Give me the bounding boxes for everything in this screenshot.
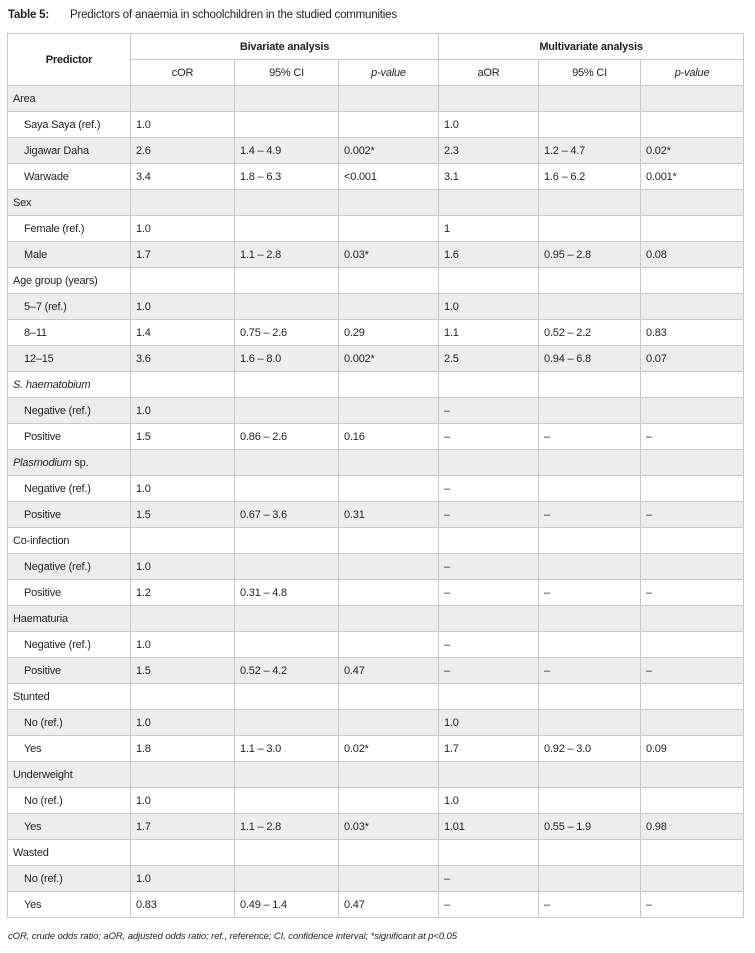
table-row xyxy=(8,346,744,372)
table-row xyxy=(8,788,744,814)
predictor-label: Positive xyxy=(8,502,131,528)
table-row xyxy=(8,242,744,268)
table-cell xyxy=(235,86,339,112)
group-label: Haematuria xyxy=(8,606,131,632)
group-label: Wasted xyxy=(8,840,131,866)
table-cell: 0.49 – 1.4 xyxy=(235,892,339,918)
table-cell xyxy=(539,86,641,112)
table-cell xyxy=(339,372,439,398)
pvalue-label: p-value xyxy=(674,66,710,79)
table-cell xyxy=(641,840,744,866)
table-cell: – xyxy=(539,424,641,450)
table-cell xyxy=(539,450,641,476)
predictor-label: 8–11 xyxy=(8,320,131,346)
predictor-header: Predictor xyxy=(8,34,131,86)
table-cell xyxy=(131,840,235,866)
table-cell xyxy=(641,398,744,424)
table-cell: 1.0 xyxy=(131,866,235,892)
table-cell: 3.1 xyxy=(439,164,539,190)
table-cell: – xyxy=(539,502,641,528)
table-cell xyxy=(641,268,744,294)
table-cell xyxy=(539,606,641,632)
table-cell xyxy=(641,372,744,398)
group-label: Age group (years) xyxy=(8,268,131,294)
table-cell: – xyxy=(439,892,539,918)
table-cell: 1.0 xyxy=(131,632,235,658)
table-cell xyxy=(235,762,339,788)
group-row xyxy=(8,762,744,788)
table-cell: 1.0 xyxy=(131,398,235,424)
table-cell: – xyxy=(641,580,744,606)
table-cell xyxy=(339,216,439,242)
table-cell xyxy=(339,840,439,866)
table-cell xyxy=(235,450,339,476)
table-cell xyxy=(539,632,641,658)
table-cell: 1.8 – 6.3 xyxy=(235,164,339,190)
table-row xyxy=(8,112,744,138)
group-label: Underweight xyxy=(8,762,131,788)
table-cell xyxy=(439,762,539,788)
table-cell: 0.29 xyxy=(339,320,439,346)
predictor-italic-text: S. haematobium xyxy=(13,378,91,391)
multivariate-header: Multivariate analysis xyxy=(439,34,744,60)
table-row xyxy=(8,216,744,242)
table-cell: 0.86 – 2.6 xyxy=(235,424,339,450)
table-cell: 0.002* xyxy=(339,138,439,164)
table-cell xyxy=(439,86,539,112)
table-cell: 1.7 xyxy=(439,736,539,762)
table-cell: 1.6 – 6.2 xyxy=(539,164,641,190)
table-cell: 0.02* xyxy=(339,736,439,762)
col-header-ci-multivariate: 95% CI xyxy=(539,60,641,86)
pvalue-label: p-value xyxy=(371,66,406,79)
table-cell: 0.94 – 6.8 xyxy=(539,346,641,372)
table-cell: – xyxy=(439,476,539,502)
table-cell: 1.0 xyxy=(131,710,235,736)
table-cell xyxy=(439,606,539,632)
table-cell xyxy=(235,216,339,242)
table-cell: – xyxy=(439,580,539,606)
table-cell xyxy=(235,684,339,710)
table-cell: – xyxy=(439,398,539,424)
table-cell xyxy=(339,398,439,424)
table-row xyxy=(8,554,744,580)
table-cell: 0.52 – 2.2 xyxy=(539,320,641,346)
predictor-label: Female (ref.) xyxy=(8,216,131,242)
table-cell xyxy=(339,450,439,476)
table-cell: – xyxy=(641,658,744,684)
table-cell xyxy=(539,294,641,320)
table-cell xyxy=(641,112,744,138)
table-cell: 1.1 – 2.8 xyxy=(235,242,339,268)
table-cell xyxy=(539,398,641,424)
table-body xyxy=(8,86,744,918)
table-cell xyxy=(641,190,744,216)
group-row xyxy=(8,190,744,216)
table-row xyxy=(8,476,744,502)
table-cell xyxy=(439,450,539,476)
table-cell xyxy=(235,190,339,216)
group-label: Sex xyxy=(8,190,131,216)
table-cell xyxy=(339,554,439,580)
table-cell xyxy=(339,788,439,814)
table-cell: 2.3 xyxy=(439,138,539,164)
table-cell xyxy=(339,476,439,502)
table-cell: 1.0 xyxy=(131,112,235,138)
bivariate-header: Bivariate analysis xyxy=(131,34,439,60)
table-cell xyxy=(641,450,744,476)
table-cell: – xyxy=(439,632,539,658)
group-label: Co-infection xyxy=(8,528,131,554)
table-cell xyxy=(641,710,744,736)
table-cell: 0.31 – 4.8 xyxy=(235,580,339,606)
table-row xyxy=(8,866,744,892)
group-label: Area xyxy=(8,86,131,112)
table-cell: 1.5 xyxy=(131,424,235,450)
table-cell xyxy=(539,216,641,242)
table-cell: 0.95 – 2.8 xyxy=(539,242,641,268)
table-cell xyxy=(439,372,539,398)
table-cell: – xyxy=(641,424,744,450)
table-cell xyxy=(539,554,641,580)
table-cell: 1.0 xyxy=(439,788,539,814)
table-header xyxy=(8,34,744,86)
table-cell: 0.92 – 3.0 xyxy=(539,736,641,762)
table-cell: 0.03* xyxy=(339,814,439,840)
table-row xyxy=(8,138,744,164)
table-cell xyxy=(641,762,744,788)
table-cell xyxy=(539,476,641,502)
table-cell xyxy=(131,86,235,112)
table-cell: 1.5 xyxy=(131,658,235,684)
predictors-table xyxy=(7,33,744,918)
table-cell: 0.67 – 3.6 xyxy=(235,502,339,528)
col-header-aor: aOR xyxy=(439,60,539,86)
table-cell xyxy=(539,190,641,216)
col-header-pvalue-multivariate xyxy=(641,60,744,86)
col-header-pvalue-bivariate xyxy=(339,60,439,86)
table-cell: 2.5 xyxy=(439,346,539,372)
table-row xyxy=(8,320,744,346)
table-cell xyxy=(641,476,744,502)
table-cell: 1.2 xyxy=(131,580,235,606)
table-cell xyxy=(339,762,439,788)
predictor-label: Positive xyxy=(8,424,131,450)
table-cell xyxy=(131,372,235,398)
predictor-label: Yes xyxy=(8,736,131,762)
table-cell: 1.6 – 8.0 xyxy=(235,346,339,372)
predictor-label: Yes xyxy=(8,814,131,840)
group-row xyxy=(8,528,744,554)
group-label xyxy=(8,450,131,476)
table-cell xyxy=(641,528,744,554)
table-cell: 0.52 – 4.2 xyxy=(235,658,339,684)
predictor-label: Negative (ref.) xyxy=(8,476,131,502)
table-cell xyxy=(641,632,744,658)
table-cell: – xyxy=(539,892,641,918)
table-cell xyxy=(439,268,539,294)
table-cell xyxy=(539,268,641,294)
group-row xyxy=(8,268,744,294)
table-cell xyxy=(339,268,439,294)
group-row xyxy=(8,86,744,112)
table-row xyxy=(8,814,744,840)
table-cell xyxy=(641,294,744,320)
table-row xyxy=(8,424,744,450)
table-cell xyxy=(339,580,439,606)
predictor-label: 12–15 xyxy=(8,346,131,372)
table-row xyxy=(8,710,744,736)
table-cell xyxy=(131,268,235,294)
predictor-label: Positive xyxy=(8,580,131,606)
table-cell: 1.0 xyxy=(439,112,539,138)
table-row xyxy=(8,502,744,528)
table-cell xyxy=(131,606,235,632)
table-caption xyxy=(8,9,397,21)
table-cell xyxy=(339,86,439,112)
table-cell: 1.6 xyxy=(439,242,539,268)
table-cell xyxy=(641,86,744,112)
table-cell xyxy=(131,762,235,788)
predictor-suffix: sp. xyxy=(71,456,89,469)
group-row xyxy=(8,606,744,632)
predictor-label: Saya Saya (ref.) xyxy=(8,112,131,138)
predictor-label: No (ref.) xyxy=(8,710,131,736)
table-cell: 1.7 xyxy=(131,814,235,840)
table-cell: 0.83 xyxy=(131,892,235,918)
table-cell xyxy=(235,528,339,554)
predictor-label: 5–7 (ref.) xyxy=(8,294,131,320)
table-cell: 1.01 xyxy=(439,814,539,840)
table-cell xyxy=(641,216,744,242)
table-cell: 0.75 – 2.6 xyxy=(235,320,339,346)
table-cell: 1.1 – 2.8 xyxy=(235,814,339,840)
table-cell: 1.4 xyxy=(131,320,235,346)
table-row xyxy=(8,892,744,918)
table-cell: 2.6 xyxy=(131,138,235,164)
table-cell xyxy=(539,372,641,398)
table-cell: 1.0 xyxy=(439,294,539,320)
predictor-label: Negative (ref.) xyxy=(8,632,131,658)
table-cell xyxy=(641,554,744,580)
table-cell xyxy=(131,528,235,554)
table-cell xyxy=(235,372,339,398)
table-cell xyxy=(235,840,339,866)
table-cell: 1.0 xyxy=(131,554,235,580)
table-cell xyxy=(235,606,339,632)
table-row xyxy=(8,632,744,658)
table-row xyxy=(8,580,744,606)
table-cell xyxy=(439,528,539,554)
predictor-label: Jigawar Daha xyxy=(8,138,131,164)
table-cell xyxy=(339,606,439,632)
table-cell xyxy=(539,112,641,138)
table-cell: 0.08 xyxy=(641,242,744,268)
table-label: Table 5: xyxy=(8,9,50,21)
table-cell xyxy=(439,190,539,216)
predictor-label: Male xyxy=(8,242,131,268)
table-cell: – xyxy=(439,866,539,892)
table-cell: 1 xyxy=(439,216,539,242)
table-cell: 0.02* xyxy=(641,138,744,164)
table-cell xyxy=(131,450,235,476)
table-cell xyxy=(339,112,439,138)
group-label xyxy=(8,372,131,398)
table-cell xyxy=(235,710,339,736)
table-cell xyxy=(539,762,641,788)
table-cell: 0.31 xyxy=(339,502,439,528)
table-cell: 0.47 xyxy=(339,892,439,918)
table-cell xyxy=(339,684,439,710)
predictor-label: Positive xyxy=(8,658,131,684)
table-cell: 0.55 – 1.9 xyxy=(539,814,641,840)
table-cell: 1.1 – 3.0 xyxy=(235,736,339,762)
table-cell: 1.2 – 4.7 xyxy=(539,138,641,164)
table-cell xyxy=(539,528,641,554)
table-cell: 0.001* xyxy=(641,164,744,190)
table-cell: – xyxy=(439,502,539,528)
group-row xyxy=(8,450,744,476)
table-cell xyxy=(641,866,744,892)
table-cell xyxy=(539,788,641,814)
table-cell: – xyxy=(641,892,744,918)
table-cell xyxy=(131,190,235,216)
group-label: Stunted xyxy=(8,684,131,710)
table-cell: – xyxy=(439,554,539,580)
predictor-label: Warwade xyxy=(8,164,131,190)
table-cell: 0.09 xyxy=(641,736,744,762)
table-row xyxy=(8,164,744,190)
group-row xyxy=(8,684,744,710)
table-cell xyxy=(641,684,744,710)
table-cell xyxy=(641,606,744,632)
table-cell: 1.0 xyxy=(439,710,539,736)
table-cell: 1.5 xyxy=(131,502,235,528)
table-cell xyxy=(439,684,539,710)
predictor-italic-text: Plasmodium xyxy=(13,456,72,469)
table-cell: 3.4 xyxy=(131,164,235,190)
table-cell xyxy=(235,294,339,320)
table-cell: – xyxy=(439,658,539,684)
table-row xyxy=(8,294,744,320)
table-cell xyxy=(131,684,235,710)
table-cell: 0.83 xyxy=(641,320,744,346)
table-cell: 1.0 xyxy=(131,476,235,502)
table-cell xyxy=(235,866,339,892)
table-cell xyxy=(235,112,339,138)
col-header-cor: cOR xyxy=(131,60,235,86)
table-cell: – xyxy=(439,424,539,450)
table-cell: – xyxy=(539,580,641,606)
table-cell: 0.16 xyxy=(339,424,439,450)
table-cell: 1.0 xyxy=(131,294,235,320)
group-row xyxy=(8,840,744,866)
table-cell: 1.0 xyxy=(131,216,235,242)
table-row xyxy=(8,398,744,424)
table-cell xyxy=(235,632,339,658)
table-cell: 1.1 xyxy=(439,320,539,346)
table-cell xyxy=(339,294,439,320)
predictor-label: No (ref.) xyxy=(8,788,131,814)
table-cell: 3.6 xyxy=(131,346,235,372)
table-cell xyxy=(339,190,439,216)
predictor-label: Negative (ref.) xyxy=(8,398,131,424)
table-cell xyxy=(339,528,439,554)
table-cell xyxy=(339,710,439,736)
table-cell xyxy=(539,684,641,710)
table-cell xyxy=(235,554,339,580)
table-row xyxy=(8,658,744,684)
table-cell: 1.8 xyxy=(131,736,235,762)
table-cell: 0.98 xyxy=(641,814,744,840)
table-cell xyxy=(539,710,641,736)
table-cell: – xyxy=(539,658,641,684)
table-cell: <0.001 xyxy=(339,164,439,190)
table-cell xyxy=(235,268,339,294)
table-cell: 1.7 xyxy=(131,242,235,268)
table-cell xyxy=(439,840,539,866)
predictor-label: Yes xyxy=(8,892,131,918)
table-cell xyxy=(235,788,339,814)
table-cell xyxy=(339,866,439,892)
table-cell: 0.07 xyxy=(641,346,744,372)
table-cell xyxy=(539,866,641,892)
table-cell xyxy=(641,788,744,814)
table-cell: 0.002* xyxy=(339,346,439,372)
table-cell: – xyxy=(641,502,744,528)
table-cell: 1.0 xyxy=(131,788,235,814)
table-cell xyxy=(235,398,339,424)
table-title: Predictors of anaemia in schoolchildren in the studied communities xyxy=(70,9,397,21)
table-cell: 1.4 – 4.9 xyxy=(235,138,339,164)
table-cell xyxy=(539,840,641,866)
table-cell: 0.03* xyxy=(339,242,439,268)
group-row xyxy=(8,372,744,398)
table-cell xyxy=(235,476,339,502)
table-footnote: cOR, crude odds ratio; aOR, adjusted odds ratio; ref., reference; CI, confidence interval; *significant at p<0.05 xyxy=(8,931,457,942)
table-cell: 0.47 xyxy=(339,658,439,684)
table-row xyxy=(8,736,744,762)
table-cell xyxy=(339,632,439,658)
predictor-label: No (ref.) xyxy=(8,866,131,892)
col-header-ci-bivariate: 95% CI xyxy=(235,60,339,86)
predictor-label: Negative (ref.) xyxy=(8,554,131,580)
